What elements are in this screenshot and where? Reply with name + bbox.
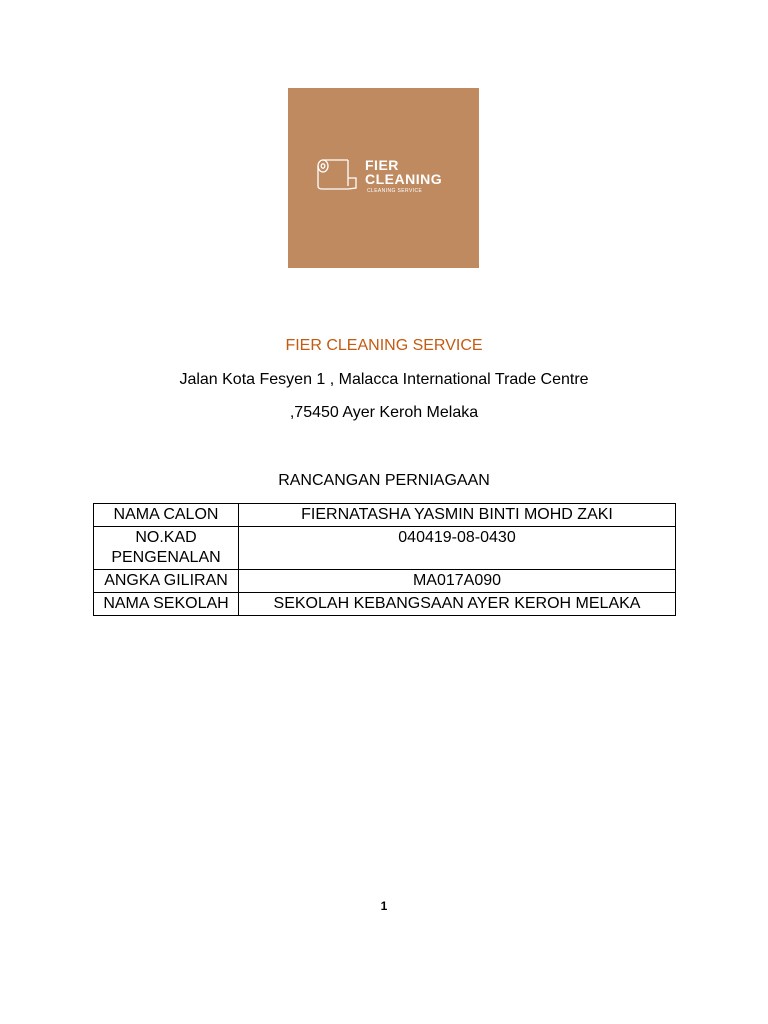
- table-row: [94, 570, 676, 593]
- table-row: [94, 527, 676, 570]
- logo-brand-line1: FIER: [365, 157, 399, 173]
- company-logo: [288, 88, 479, 268]
- row-label: NAMA CALON: [94, 504, 239, 527]
- table-row: [94, 593, 676, 616]
- company-name: FIER CLEANING SERVICE: [285, 337, 483, 354]
- candidate-info-table: [93, 503, 676, 616]
- row-label: ANGKA GILIRAN: [94, 570, 239, 593]
- address-line-1: Jalan Kota Fesyen 1 , Malacca International Trade Centre: [179, 371, 589, 388]
- toilet-paper-roll-icon: [316, 158, 360, 190]
- row-value: SEKOLAH KEBANGSAAN AYER KEROH MELAKA: [239, 593, 676, 616]
- page-number: 1: [380, 899, 388, 913]
- row-value: FIERNATASHA YASMIN BINTI MOHD ZAKI: [239, 504, 676, 527]
- row-value: 040419-08-0430: [239, 527, 676, 570]
- row-value: MA017A090: [239, 570, 676, 593]
- address-line-2: ,75450 Ayer Keroh Melaka: [289, 404, 479, 421]
- document-title: RANCANGAN PERNIAGAAN: [278, 472, 490, 489]
- row-label: NAMA SEKOLAH: [94, 593, 239, 616]
- table-row: [94, 504, 676, 527]
- logo-brand-line2: CLEANING: [365, 171, 443, 187]
- row-label: NO.KAD PENGENALAN: [94, 527, 239, 570]
- logo-tagline: CLEANING SERVICE: [367, 188, 423, 194]
